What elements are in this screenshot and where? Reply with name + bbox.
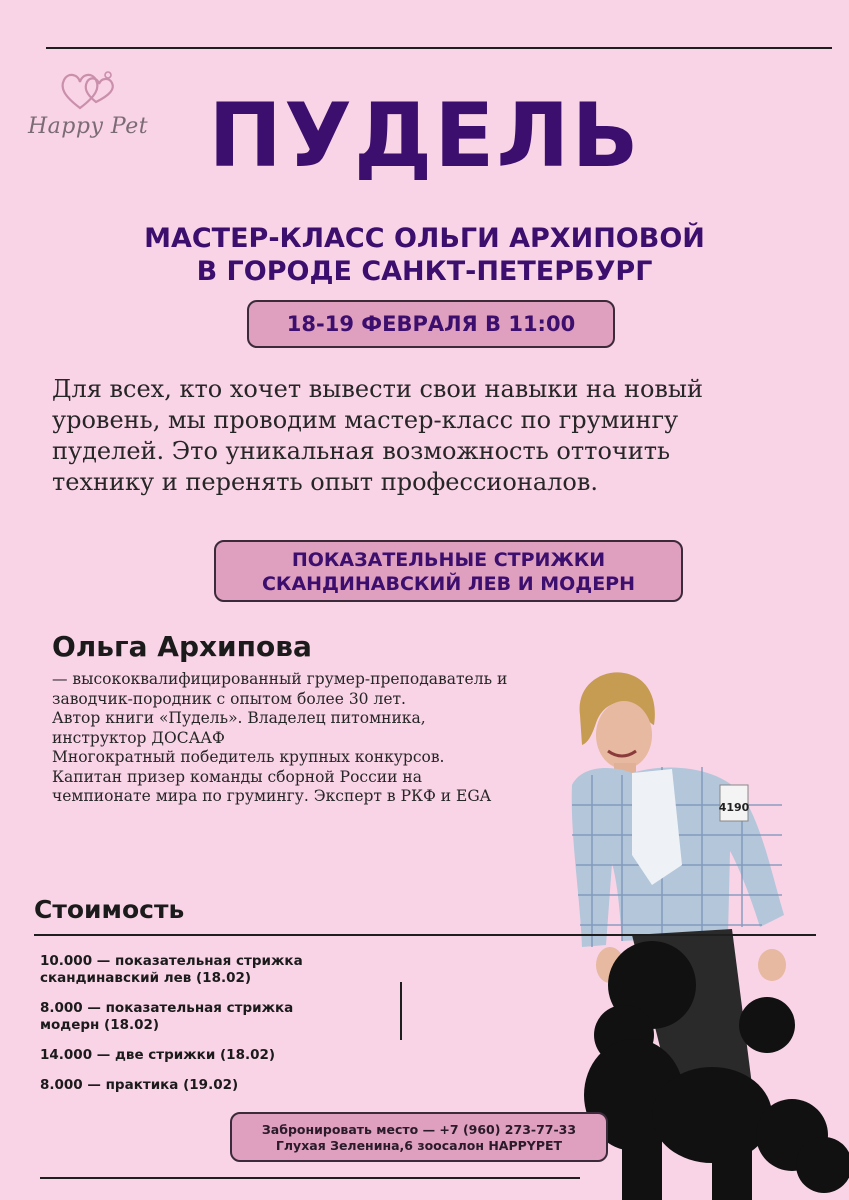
logo-text: Happy Pet: [28, 114, 149, 139]
price-line: скандинавский лев (18.02): [40, 970, 252, 986]
price-list: [40, 953, 370, 1107]
price-item: [40, 1077, 370, 1094]
price-line: модерн (18.02): [40, 1017, 160, 1033]
booking-badge: [230, 1112, 608, 1162]
bio-line: Капитан призер команды сборной России на: [52, 767, 422, 786]
pricing-heading: Стоимость: [34, 895, 185, 924]
price-item: [40, 1000, 370, 1034]
price-line: 10.000 — показательная стрижка: [40, 953, 303, 969]
intro-line: уровень, мы проводим мастер-класс по грумингу: [52, 406, 679, 434]
bio-line: Многократный победитель крупных конкурсов.: [52, 748, 445, 766]
intro-line: технику и перенять опыт профессионалов.: [52, 468, 598, 496]
price-line: 8.000 — практика (19.02): [40, 1077, 239, 1093]
page-title: ПУДЕЛЬ: [208, 84, 641, 187]
demo-line: СКАНДИНАВСКИЙ ЛЕВ И МОДЕРН: [261, 573, 636, 595]
price-line: 8.000 — показательная стрижка: [40, 1000, 294, 1016]
bio-line: заводчик-породник с опытом более 30 лет.: [52, 689, 406, 708]
subtitle-line: МАСТЕР-КЛАСС ОЛЬГИ АРХИПОВОЙ: [144, 223, 705, 254]
master-name: Ольга Архипова: [52, 630, 312, 663]
demo-haircuts-badge: [214, 540, 683, 602]
price-item: [40, 953, 370, 987]
booking-line: Забронировать место — +7 (960) 273-77-33: [261, 1122, 577, 1137]
vertical-divider: [400, 982, 402, 1040]
pricing-divider: [34, 934, 816, 936]
subtitle: [0, 222, 849, 288]
bio-line: чемпионате мира по грумингу. Эксперт в РКФ и EGA: [52, 787, 491, 805]
top-divider: [46, 47, 832, 49]
bio-line: — высококвалифицированный грумер-преподаватель и: [52, 670, 508, 688]
intro-line: Для всех, кто хочет вывести свои навыки на новый: [52, 375, 704, 403]
intro-paragraph: [52, 374, 772, 498]
bottom-divider: [40, 1177, 580, 1179]
demo-line: ПОКАЗАТЕЛЬНЫЕ СТРИЖКИ: [291, 549, 606, 571]
subtitle-line: В ГОРОДЕ САНКТ-ПЕТЕРБУРГ: [196, 256, 653, 287]
master-bio: [52, 670, 567, 807]
bio-line: инструктор ДОСААФ: [52, 728, 225, 747]
bio-line: Автор книги «Пудель». Владелец питомника,: [52, 709, 426, 727]
price-item: [40, 1047, 370, 1064]
competitor-number: 4190: [718, 801, 750, 814]
price-line: 14.000 — две стрижки (18.02): [40, 1047, 276, 1063]
booking-line: Глухая Зеленина,6 зоосалон HAPPYPET: [275, 1138, 563, 1153]
date-badge: 18-19 ФЕВРАЛЯ В 11:00: [247, 300, 615, 348]
intro-line: пуделей. Это уникальная возможность отточить: [52, 437, 671, 465]
